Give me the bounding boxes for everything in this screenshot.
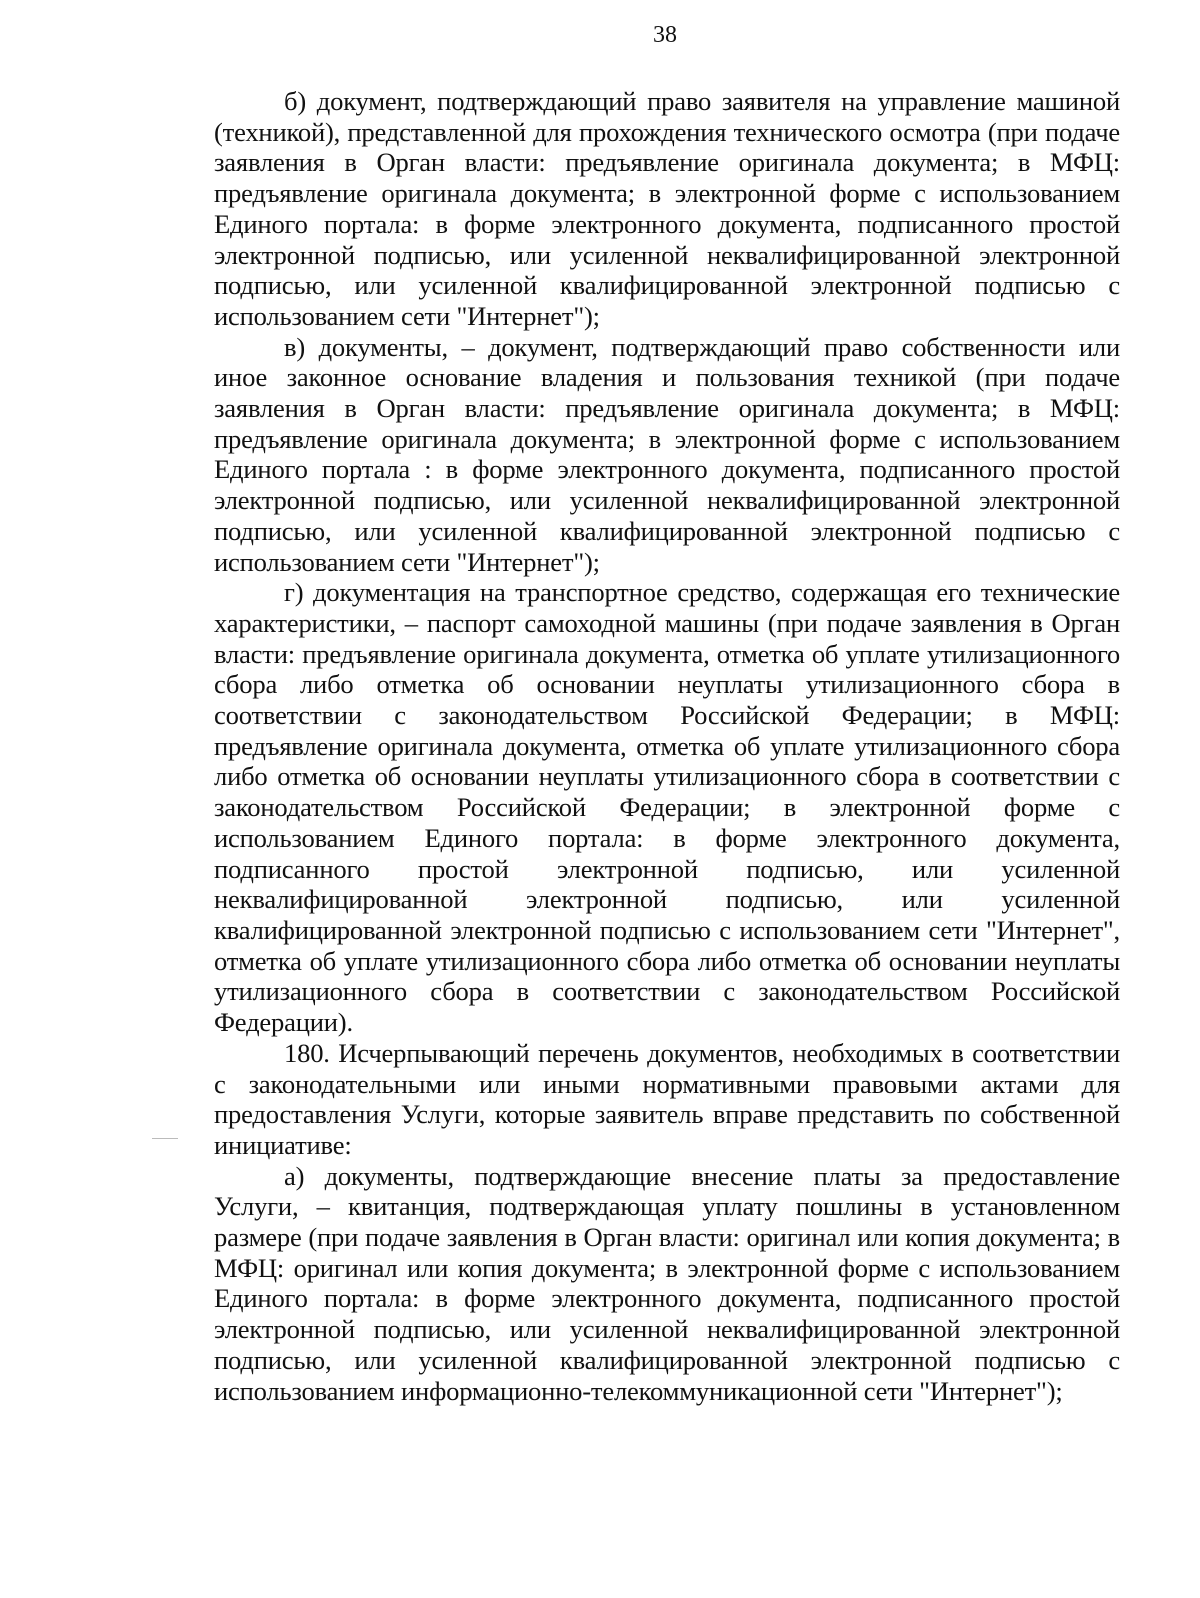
paragraph-b-license-document: б) документ, подтверждающий право заявителя на управление машиной (техникой), представленной для прохождения технического осмотра (при подаче заявления в Орган власти: предъявление оригинала документа; в МФЦ: предъявление оригинала документа; в электронной форме с использованием Единого портала: в форме электронного документа, подписанного простой электронной подписью, или усиленной неквалифицированной электронной подписью, или усиленной квалифицированной электронной подписью с использованием сети "Интернет"); [214, 86, 1120, 331]
paragraph-v-ownership-document: в) документы, – документ, подтверждающий право собственности или иное законное основание владения и пользования техникой (при подаче заявления в Орган власти: предъявление оригинала документа; в МФЦ: предъявление оригинала документа; в электронной форме с использованием Единого портала : в форме электронного документа, подписанного простой электронной подписью, или усиленной неквалифицированной электронной подписью, или усиленной квалифицированной электронной подписью с использованием сети "Интернет"); [214, 331, 1120, 577]
scan-artifact-line [152, 1138, 178, 1139]
page-number: 38 [653, 22, 677, 48]
paragraph-180-optional-documents: 180. Исчерпывающий перечень документов, необходимых в соответствии с законодательными или иными нормативными правовыми актами для предоставления Услуги, которые заявитель вправе представить по собственной инициативе: [214, 1037, 1120, 1160]
document-body [214, 86, 1120, 1406]
paragraph-a-payment-receipt: а) документы, подтверждающие внесение платы за предоставление Услуги, – квитанция, подтверждающая уплату пошлины в установленном размере (при подаче заявления в Орган власти: оригинал или копия документа; в МФЦ: оригинал или копия документа; в электронной форме с использованием Единого портала: в форме электронного документа, подписанного простой электронной подписью, или усиленной неквалифицированной электронной подписью, или усиленной квалифицированной электронной подписью с использованием информационно-телекоммуникационной сети "Интернет"); [214, 1160, 1120, 1406]
paragraph-g-vehicle-passport: г) документация на транспортное средство, содержащая его технические характеристики, – паспорт самоходной машины (при подаче заявления в Орган власти: предъявление оригинала документа, отметка об уплате утилизационного сбора либо отметка об основании неуплаты утилизационного сбора в соответствии с законодательством Российской Федерации; в МФЦ: предъявление оригинала документа, отметка об уплате утилизационного сбора либо отметка об основании неуплаты утилизационного сбора в соответствии с законодательством Российской Федерации; в электронной форме с использованием Единого портала: в форме электронного документа, подписанного простой электронной подписью, или усиленной неквалифицированной электронной подписью, или усиленной квалифицированной электронной подписью с использованием сети "Интернет", отметка об уплате утилизационного сбора либо отметка об основании неуплаты утилизационного сбора в соответствии с законодательством Российской Федерации). [214, 577, 1120, 1038]
